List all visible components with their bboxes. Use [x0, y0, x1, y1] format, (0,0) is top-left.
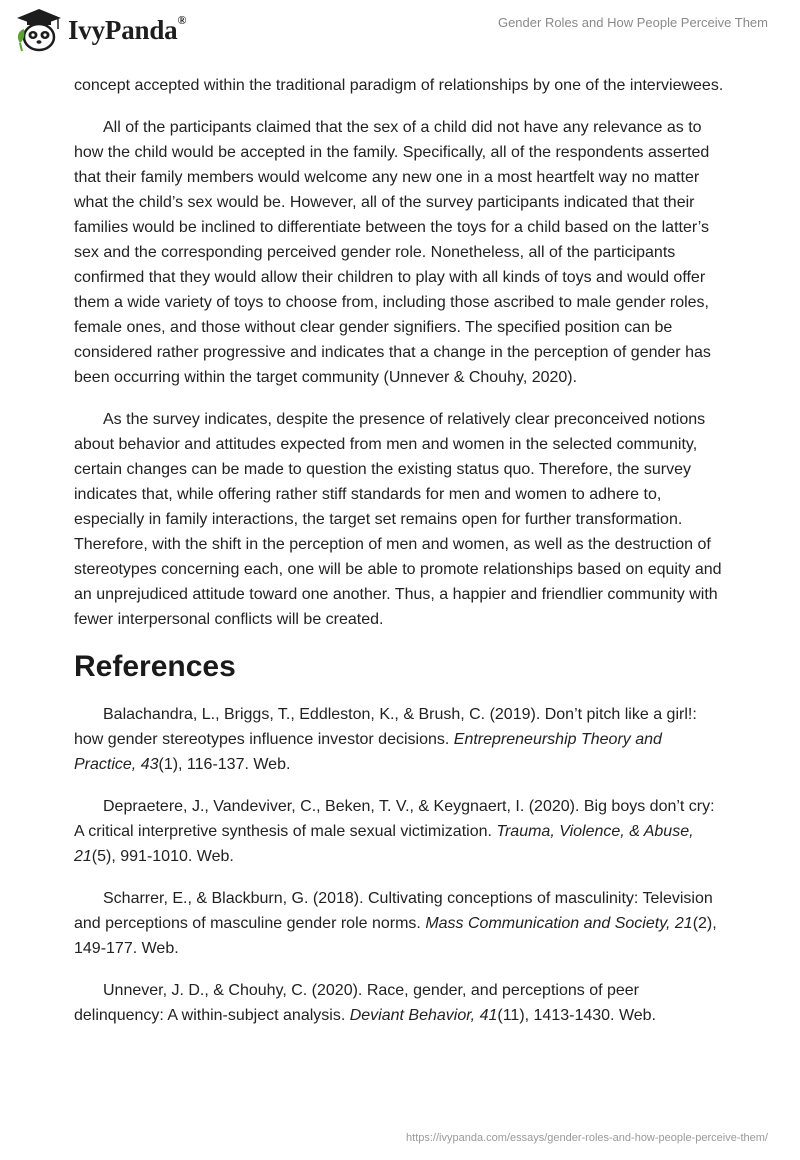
reference-authors: Scharrer, E., & Blackburn, G. (2018). Cultivating conceptions of masculinity: Television and perceptions of masculine gender role norms.: [74, 890, 713, 932]
reference-item: [74, 702, 726, 777]
reference-item: [74, 978, 726, 1028]
reference-issue: (5), 991-1010. Web.: [91, 848, 234, 865]
paragraph: All of the participants claimed that the sex of a child did not have any relevance as to how the child would be accepted in the family. Specifically, all of the respondents asserted that their family members would welcome any new one in a most heartfelt way no matter what the child’s sex would be. However, all of the survey participants indicated that their families would be inclined to differentiate between the toys for a child based on the latter’s sex and the corresponding perceived gender role. Nonetheless, all of the participants confirmed that they would allow their children to play with all kinds of toys and would offer them a wide variety of toys to choose from, including those ascribed to male gender roles, female ones, and those without clear gender signifiers. The specified position can be considered rather progressive and indicates that a change in the perception of gender has been occurring within the target community (Unnever & Chouhy, 2020).: [74, 119, 711, 386]
reference-issue: (11), 1413-1430. Web.: [497, 1007, 656, 1024]
reference-authors: Depraetere, J., Vandeviver, C., Beken, T. V., & Keygnaert, I. (2020). Big boys don’t cry: A critical interpretive synthesis of male sexual victimization.: [74, 798, 715, 840]
references-heading: References: [74, 650, 236, 683]
essay-content: [74, 73, 726, 1045]
logo-text: IvyPanda®: [68, 12, 187, 45]
paragraph-continuation: concept accepted within the traditional paradigm of relationships by one of the interviewees.: [74, 77, 724, 94]
ivypanda-logo[interactable]: [14, 6, 186, 54]
reference-journal: Trauma, Violence, & Abuse, 21: [74, 823, 694, 865]
source-url[interactable]: https://ivypanda.com/essays/gender-roles-and-how-people-perceive-them/: [406, 1132, 768, 1144]
reference-journal: Deviant Behavior, 41: [349, 1007, 498, 1024]
registered-mark: ®: [177, 12, 187, 27]
reference-journal: Mass Communication and Society, 21: [425, 915, 693, 932]
reference-item: [74, 886, 726, 961]
page-title: Gender Roles and How People Perceive Them: [497, 15, 768, 30]
reference-authors: Balachandra, L., Briggs, T., Eddleston, K., & Brush, C. (2019). Don’t pitch like a girl!: how gender stereotypes influence investor decisions.: [74, 706, 697, 748]
reference-issue: (2), 149-177. Web.: [74, 915, 717, 957]
reference-item: [74, 794, 726, 869]
paragraph: As the survey indicates, despite the presence of relatively clear preconceived notions about behavior and attitudes expected from men and women in the selected community, certain changes can be made to question the existing status quo. Therefore, the survey indicates that, while offering rather stiff standards for men and women to adhere to, especially in family interactions, the target set remains open for further transformation. Therefore, with the shift in the perception of men and women, as well as the destruction of stereotypes concerning each, one will be able to promote relationships based on equity and an unprejudiced attitude toward one another. Thus, a happier and friendlier community with fewer interpersonal conflicts will be created.: [74, 411, 722, 628]
page-header: [0, 0, 800, 60]
reference-journal: Entrepreneurship Theory and Practice, 43: [74, 731, 662, 773]
reference-issue: (1), 116-137. Web.: [158, 756, 291, 773]
reference-authors: Unnever, J. D., & Chouhy, C. (2020). Race, gender, and perceptions of peer delinquency: A within-subject analysis.: [74, 982, 640, 1024]
panda-graduate-icon: [14, 7, 64, 53]
